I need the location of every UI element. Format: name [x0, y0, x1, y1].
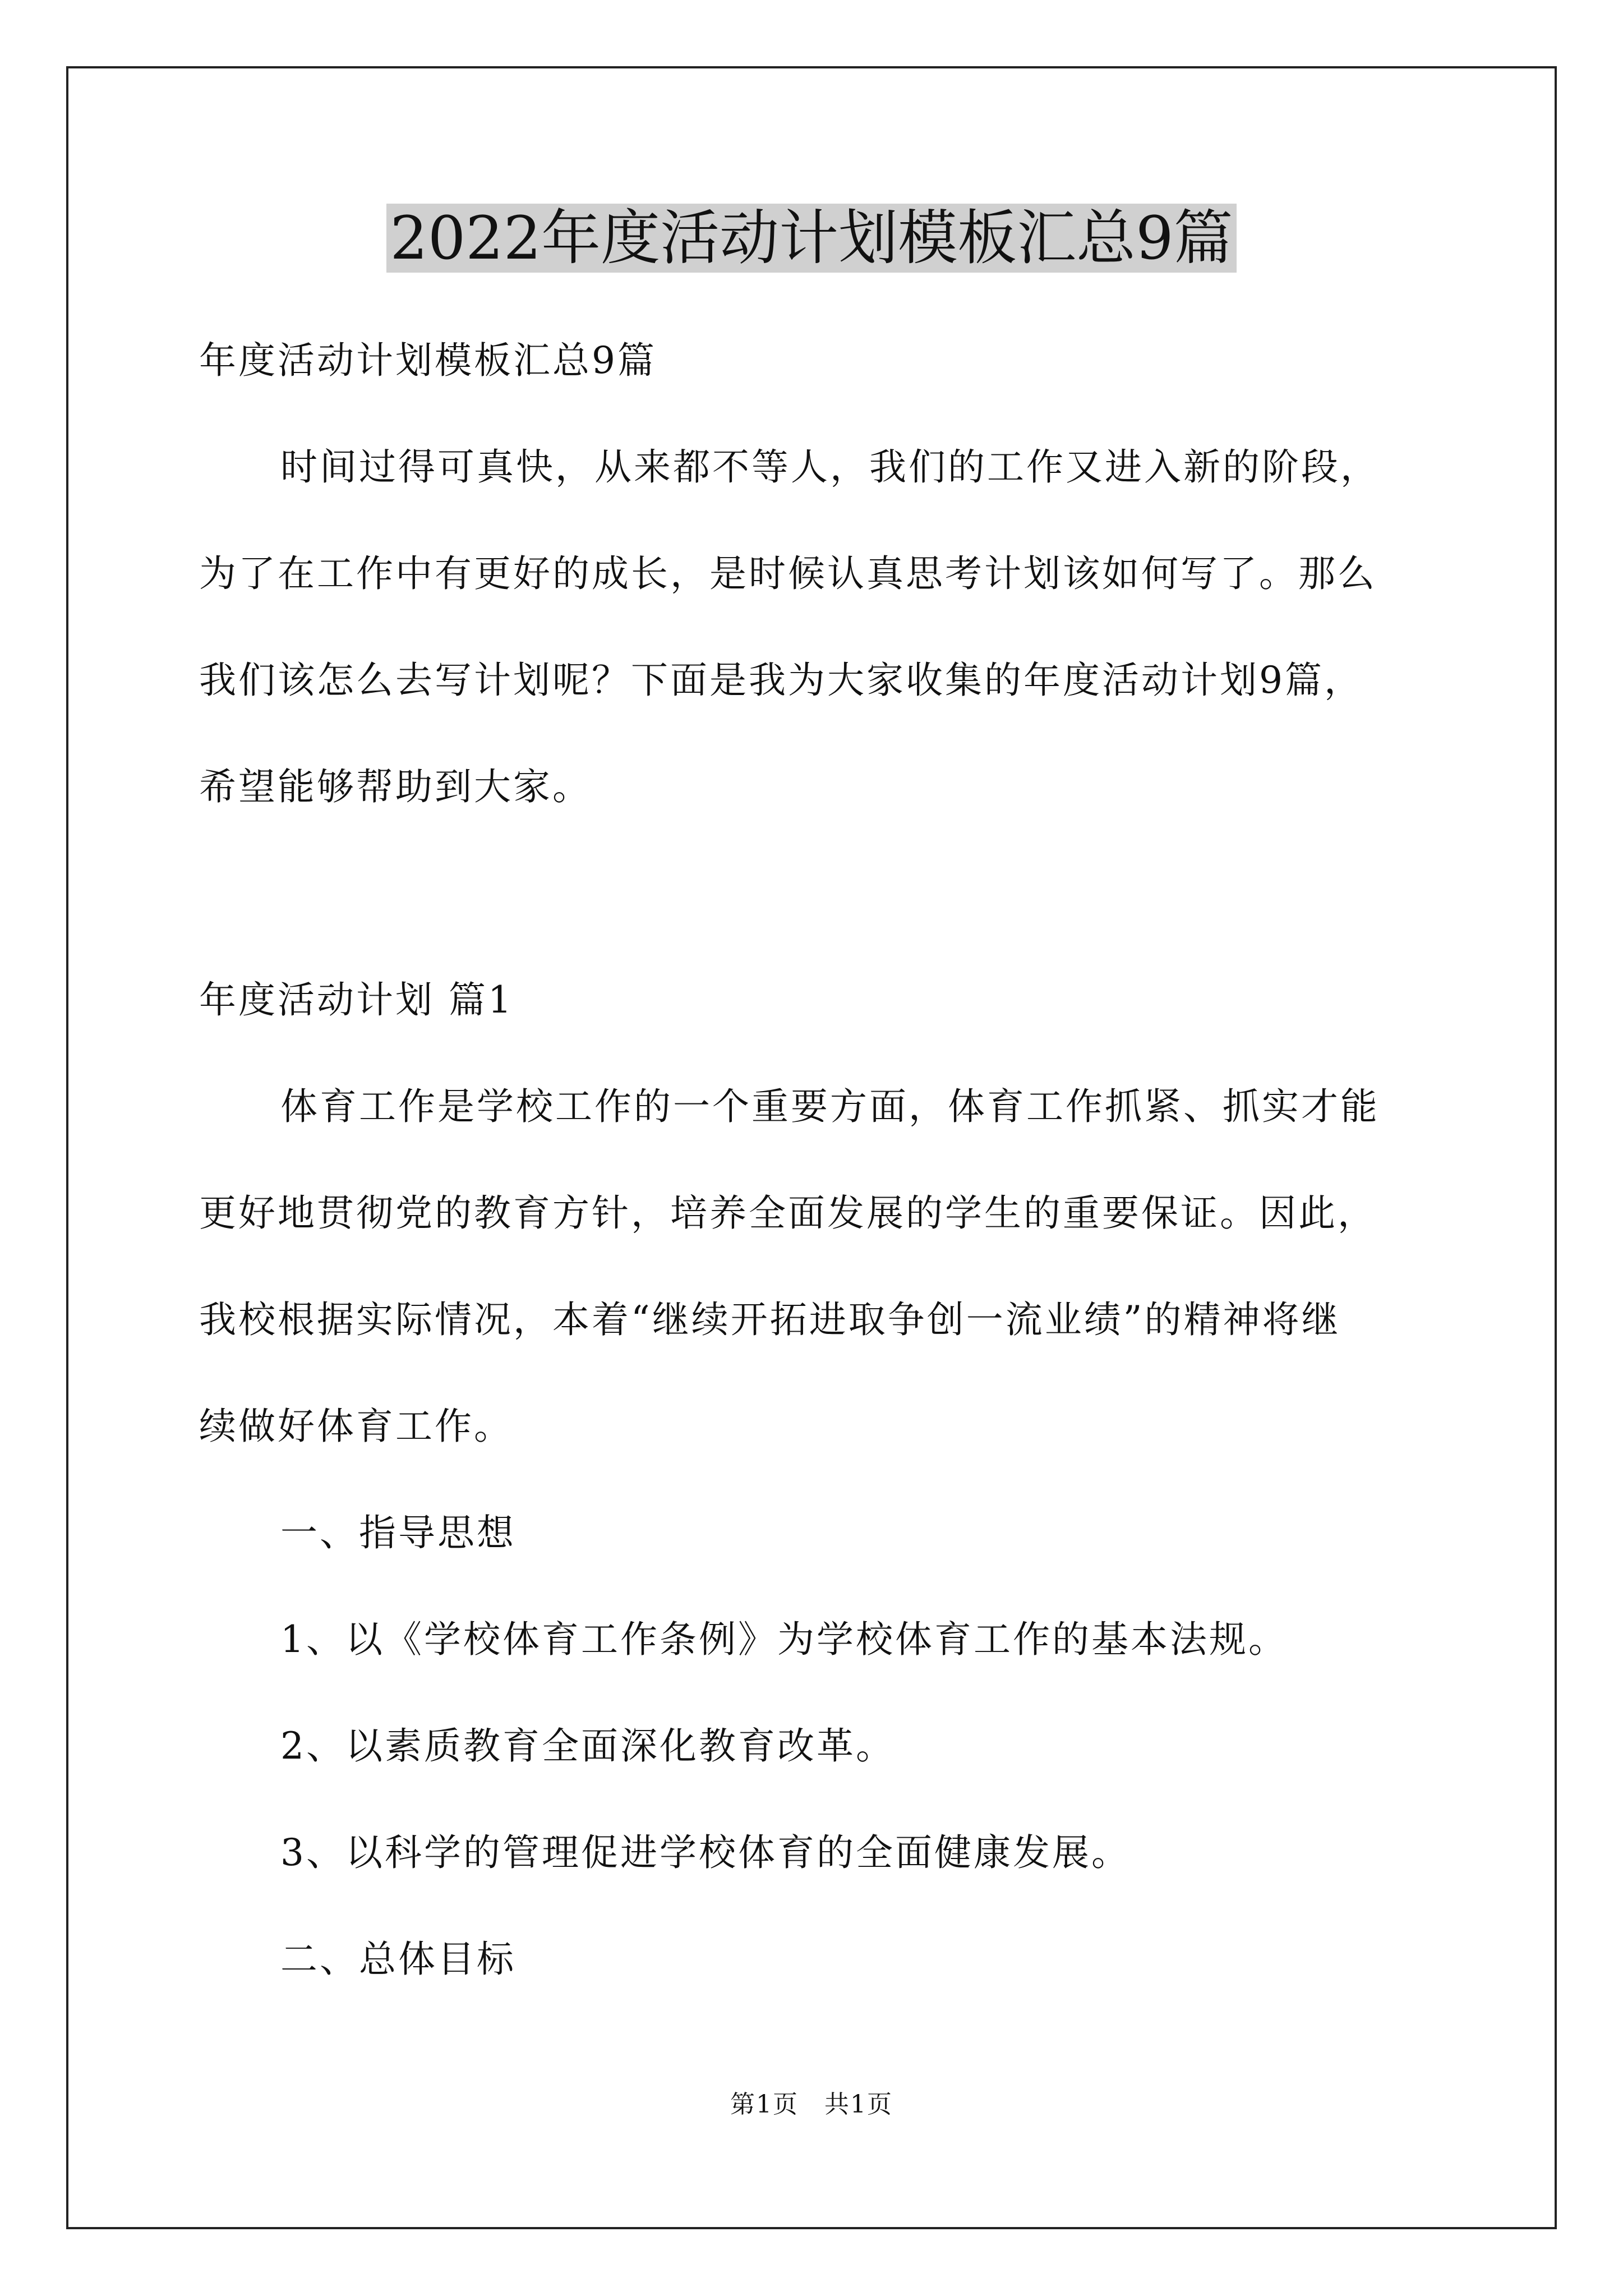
intro-line-4: 希望能够帮助到大家。	[199, 765, 592, 808]
section-line-3: 我校根据实际情况，本着“继续开拓进取争创一流业绩”的精神将继	[199, 1298, 1341, 1341]
section-line-1: 体育工作是学校工作的一个重要方面，体育工作抓紧、抓实才能	[280, 1085, 1380, 1128]
goal-heading: 二、总体目标	[280, 1938, 516, 1981]
guiding-item-1: 1、以《学校体育工作条例》为学校体育工作的基本法规。	[280, 1618, 1288, 1661]
intro-line-2: 为了在工作中有更好的成长，是时候认真思考计划该如何写了。那么	[199, 552, 1377, 595]
guiding-item-3: 3、以科学的管理促进学校体育的全面健康发展。	[280, 1831, 1131, 1874]
section-heading: 年度活动计划 篇1	[199, 978, 514, 1022]
page-number: 第1页 共1页	[730, 2090, 893, 2119]
guiding-heading: 一、指导思想	[280, 1511, 516, 1554]
document-title: 2022年度活动计划模板汇总9篇	[0, 199, 1623, 278]
document-body	[199, 307, 1433, 2013]
intro-line-3: 我们该怎么去写计划呢？下面是我为大家收集的年度活动计划9篇，	[199, 659, 1363, 702]
guiding-item-2: 2、以素质教育全面深化教育改革。	[280, 1724, 895, 1768]
section-line-2: 更好地贯彻党的教育方针，培养全面发展的学生的重要保证。因此，	[199, 1191, 1377, 1235]
document-subtitle: 年度活动计划模板汇总9篇	[199, 339, 657, 382]
intro-line-1: 时间过得可真快，从来都不等人，我们的工作又进入新的阶段，	[280, 445, 1380, 489]
section-line-4: 续做好体育工作。	[199, 1405, 513, 1448]
